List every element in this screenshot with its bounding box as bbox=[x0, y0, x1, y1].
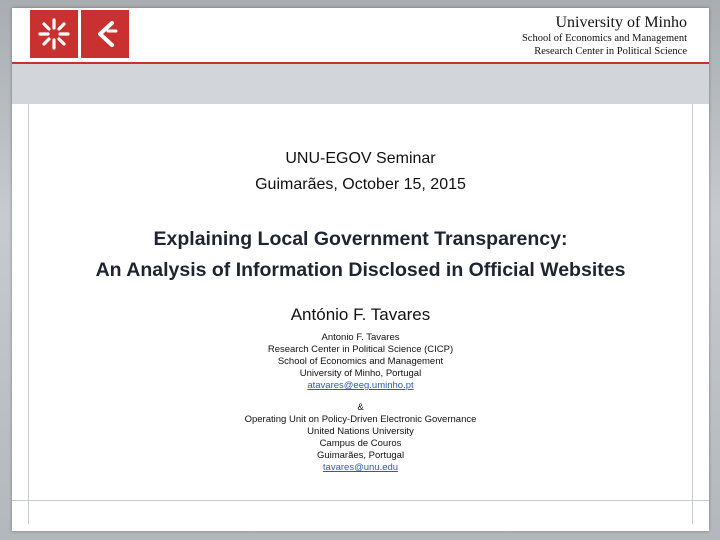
school-name: School of Economics and Management bbox=[521, 33, 687, 44]
author-details bbox=[12, 332, 709, 474]
research-center-name: Research Center in Political Science bbox=[534, 46, 687, 57]
ampersand-separator: & bbox=[357, 402, 364, 413]
seminar-name: UNU-EGOV Seminar bbox=[285, 150, 436, 167]
eeg-curve-logo-icon bbox=[81, 10, 129, 58]
affiliation2-city: Guimarães, Portugal bbox=[316, 450, 405, 461]
slide bbox=[12, 8, 709, 531]
presentation-title bbox=[12, 224, 709, 286]
affiliation2-unit: Operating Unit on Policy-Driven Electronic Governance bbox=[244, 414, 477, 425]
seminar-date: Guimarães, October 15, 2015 bbox=[255, 176, 466, 193]
bottom-rule bbox=[12, 500, 709, 501]
slide-content bbox=[12, 104, 709, 474]
seminar-info bbox=[12, 146, 709, 198]
title-line-1: Explaining Local Government Transparency: bbox=[153, 228, 568, 250]
sun-burst-logo-icon bbox=[30, 10, 78, 58]
university-header bbox=[522, 14, 687, 58]
affiliation-university: University of Minho, Portugal bbox=[299, 368, 422, 379]
affiliation2-university: United Nations University bbox=[307, 426, 414, 437]
affiliation-author: Antonio F. Tavares bbox=[321, 332, 400, 343]
university-name: University of Minho bbox=[555, 14, 687, 31]
email-link-uminho[interactable]: atavares@eeg.uminho.pt bbox=[307, 380, 414, 391]
author-name: António F. Tavares bbox=[290, 305, 431, 324]
title-line-2: An Analysis of Information Disclosed in Official Websites bbox=[95, 259, 626, 281]
affiliation-school: School of Economics and Management bbox=[277, 356, 444, 367]
affiliation2-campus: Campus de Couros bbox=[319, 438, 402, 449]
affiliation-center: Research Center in Political Science (CICP) bbox=[267, 344, 454, 355]
header-red-line bbox=[12, 62, 709, 64]
email-link-unu[interactable]: tavares@unu.edu bbox=[322, 462, 399, 473]
